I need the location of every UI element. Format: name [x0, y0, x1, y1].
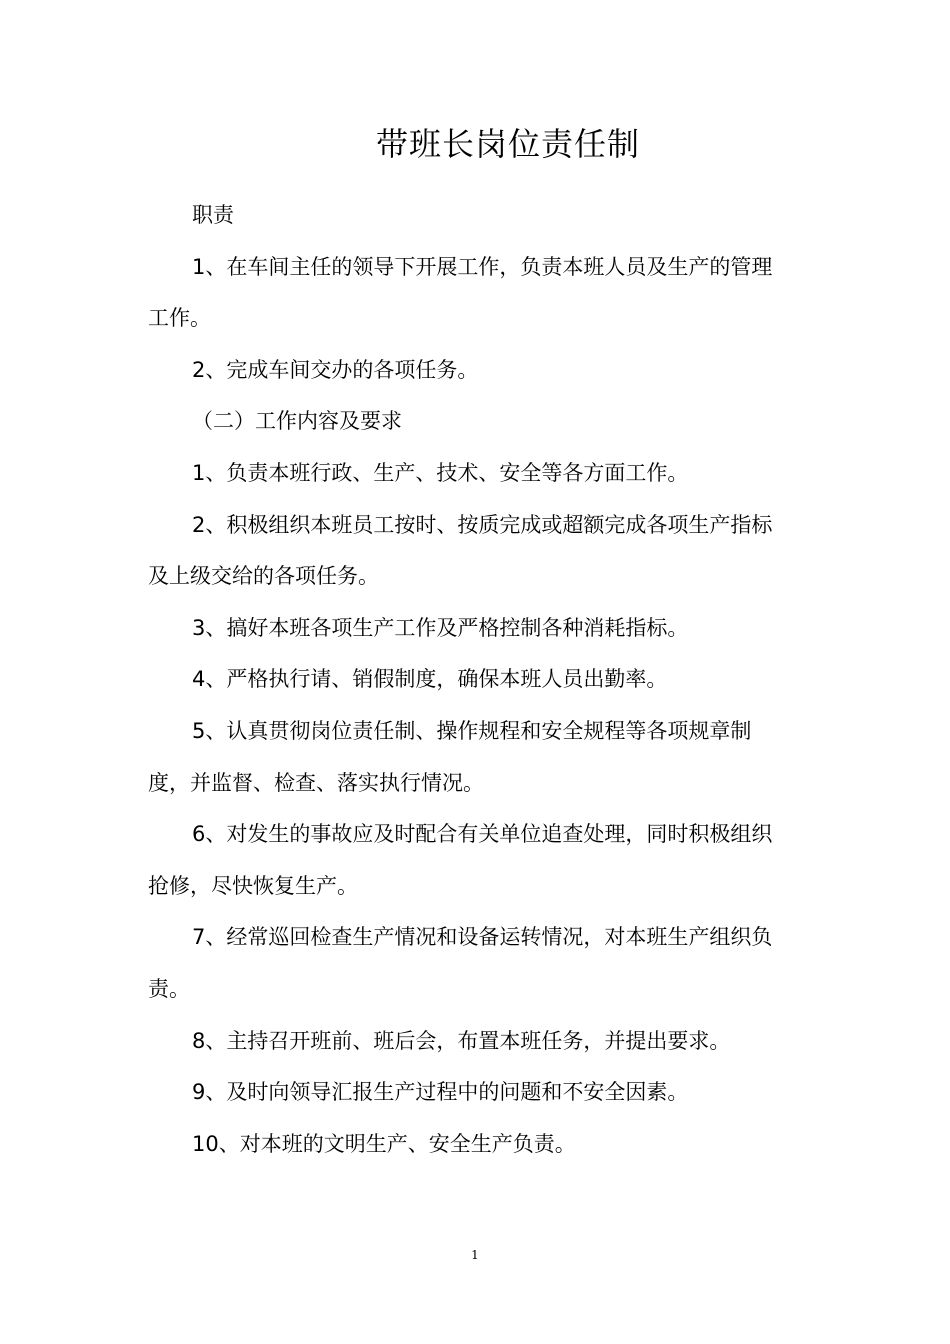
work-item: 3、搞好本班各项生产工作及严格控制各种消耗指标。	[192, 615, 689, 640]
work-item: 6、对发生的事故应及时配合有关单位追查处理，同时积极组织抢修，尽快恢复生产。	[148, 822, 773, 898]
work-item: 5、认真贯彻岗位责任制、操作规程和安全规程等各项规章制度，并监督、检查、落实执行情况。	[148, 718, 752, 795]
duty-item: 2、完成车间交办的各项任务。	[192, 357, 479, 382]
page-number: 1	[471, 1248, 479, 1262]
section-heading-duties: 职责	[192, 203, 234, 227]
document-body	[148, 190, 788, 1170]
work-item: 4、严格执行请、销假制度，确保本班人员出勤率。	[192, 667, 668, 692]
work-item: 7、经常巡回检查生产情况和设备运转情况，对本班生产组织负责。	[148, 925, 773, 1001]
work-item: 10、对本班的文明生产、安全生产负责。	[192, 1131, 576, 1156]
work-item: 2、积极组织本班员工按时、按质完成或超额完成各项生产指标及上级交给的各项任务。	[148, 512, 773, 589]
work-item: 8、主持召开班前、班后会，布置本班任务，并提出要求。	[192, 1028, 731, 1053]
work-item: 9、及时向领导汇报生产过程中的问题和不安全因素。	[192, 1080, 689, 1105]
document-title: 带班长岗位责任制	[375, 125, 640, 163]
work-item: 1、负责本班行政、生产、技术、安全等各方面工作。	[192, 460, 689, 485]
section-heading-work: （二）工作内容及要求	[192, 409, 402, 434]
duty-item: 1、在车间主任的领导下开展工作，负责本班人员及生产的管理工作。	[148, 254, 773, 331]
